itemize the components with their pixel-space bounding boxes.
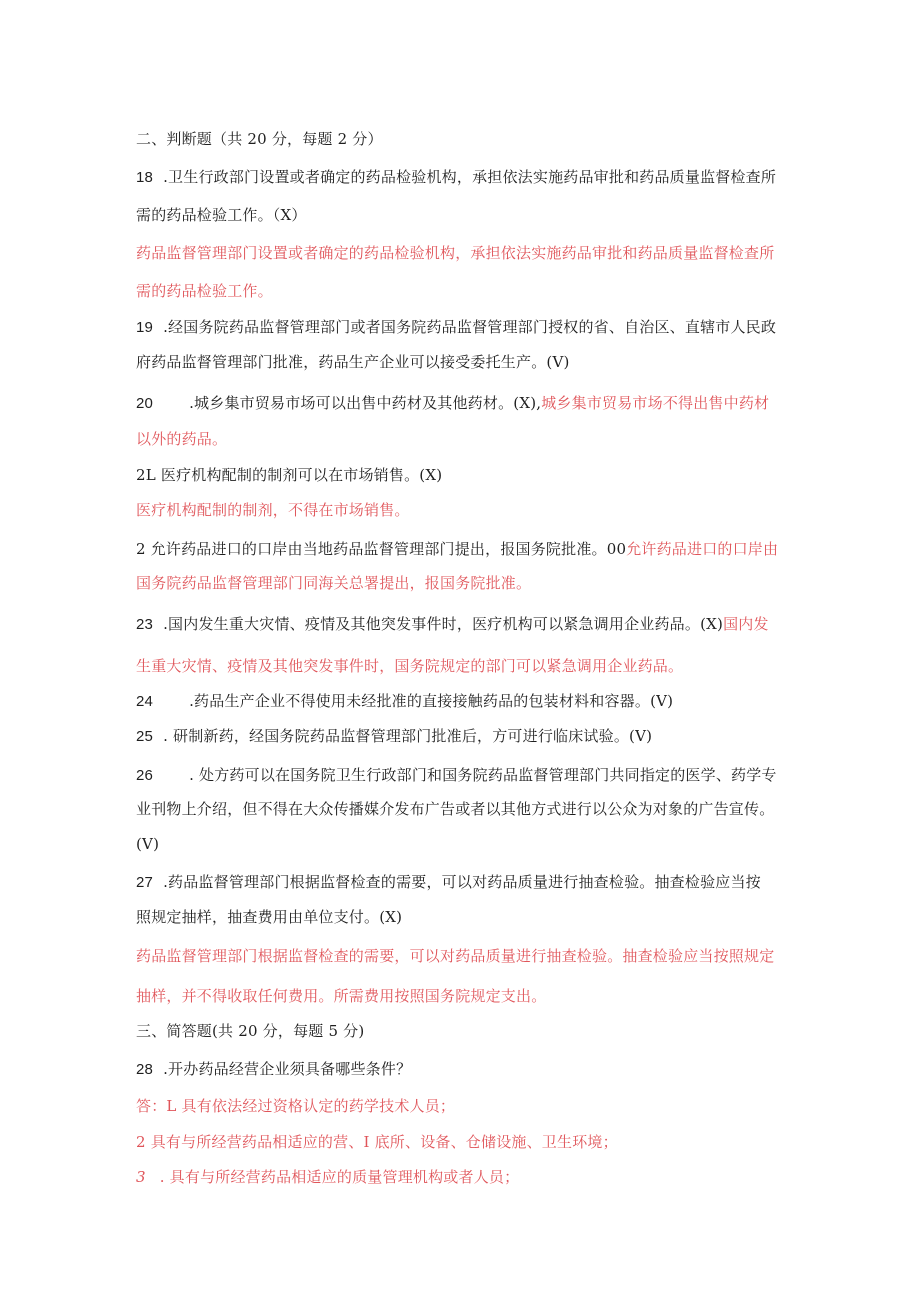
question-text: 2 允许药品进口的口岸由当地药品监督管理部门提出，报国务院批准。00 [136,540,627,558]
question-text: .国内发生重大灾情、疫情及其他突发事件时，医疗机构可以紧急调用企业药品。(X) [163,615,724,633]
answer-23-inline: 国内发 [723,615,769,633]
question-25-line-1 [136,726,652,747]
question-number: 25 [136,728,154,745]
answer-27-line-1: 药品监督管理部门根据监督检查的需要，可以对药品质量进行抽查检验。抽查检验应当按照规定 [136,947,775,965]
answer-21-line-1: 医疗机构配制的制剂，不得在市场销售。 [136,501,410,519]
answer-item-text: . 具有与所经营药品相适应的质量管理机构或者人员； [159,1168,520,1186]
question-number: 24 [136,693,154,710]
answer-27-line-2: 抽样，并不得收取任何费用。所需费用按照国务院规定支出。 [136,987,547,1005]
question-number: 28 [136,1061,154,1078]
question-number: 26 [136,767,154,784]
answer-28-line-1: 答：L 具有依法经过资格认定的药学技术人员； [136,1097,456,1115]
question-26-line-3: (V) [136,835,160,853]
question-18-line-1 [136,167,776,188]
question-21-line-1: 2L 医疗机构配制的制剂可以在市场销售。(X) [136,466,443,484]
question-19-line-2: 府药品监督管理部门批准，药品生产企业可以接受委托生产。(V) [136,353,570,371]
question-23-line-1 [136,614,769,635]
question-text: . 研制新药，经国务院药品监督管理部门批准后，方可进行临床试验。(V) [163,727,653,745]
answer-20-inline: 城乡集市贸易市场不得出售中药材 [541,394,770,412]
question-18-line-2: 需的药品检验工作。（X） [136,206,307,224]
section-heading-short-answer: 三、简答题(共 20 分，每题 5 分) [136,1022,365,1040]
question-number: 27 [136,874,154,891]
answer-18-line-2: 需的药品检验工作。 [136,282,273,300]
answer-item-number: 3 [136,1168,146,1186]
question-20-line-1 [136,393,769,414]
section-heading-judgment: 二、判断题（共 20 分，每题 2 分） [136,130,383,148]
answer-28-line-2: 2 具有与所经营药品相适应的营、I 底所、设备、仓储设施、卫生环境； [136,1133,618,1151]
question-number: 18 [136,169,154,186]
question-text: . 处方药可以在国务院卫生行政部门和国务院药品监督管理部门共同指定的医学、药学专 [189,766,777,784]
question-text: .药品生产企业不得使用未经批准的直接接触药品的包装材料和容器。(V) [189,692,674,710]
question-text: .城乡集市贸易市场可以出售中药材及其他药材。(X), [189,394,542,412]
question-text: .经国务院药品监督管理部门或者国务院药品监督管理部门授权的省、自治区、直辖市人民政 [163,318,777,336]
answer-22-line-2: 国务院药品监督管理部门同海关总署提出，报国务院批准。 [136,574,532,592]
question-24-line-1 [136,691,673,712]
question-text: .药品监督管理部门根据监督检查的需要，可以对药品质量进行抽查检验。抽查检验应当按 [163,873,761,891]
question-text: .开办药品经营企业须具备哪些条件？ [163,1060,412,1078]
question-26-line-2: 业刊物上介绍，但不得在大众传播媒介发布广告或者以其他方式进行以公众为对象的广告宣传。 [136,800,775,818]
question-28-line-1 [136,1059,411,1080]
answer-18-line-1: 药品监督管理部门设置或者确定的药品检验机构，承担依法实施药品审批和药品质量监督检查所 [136,244,775,262]
question-number: 23 [136,616,154,633]
question-text: .卫生行政部门设置或者确定的药品检验机构，承担依法实施药品审批和药品质量监督检查所 [163,168,777,186]
answer-28-line-3 [136,1167,519,1187]
question-26-line-1 [136,765,777,786]
question-27-line-1 [136,872,761,893]
question-number: 19 [136,319,154,336]
question-number: 20 [136,395,154,412]
question-22-line-1 [136,539,778,559]
question-27-line-2: 照规定抽样，抽查费用由单位支付。(X) [136,908,403,926]
answer-23-line-2: 生重大灾情、疫情及其他突发事件时，国务院规定的部门可以紧急调用企业药品。 [136,657,684,675]
question-19-line-1 [136,317,776,338]
answer-20-line-2: 以外的药品。 [136,430,228,448]
answer-22-inline: 允许药品进口的口岸由 [626,540,779,558]
